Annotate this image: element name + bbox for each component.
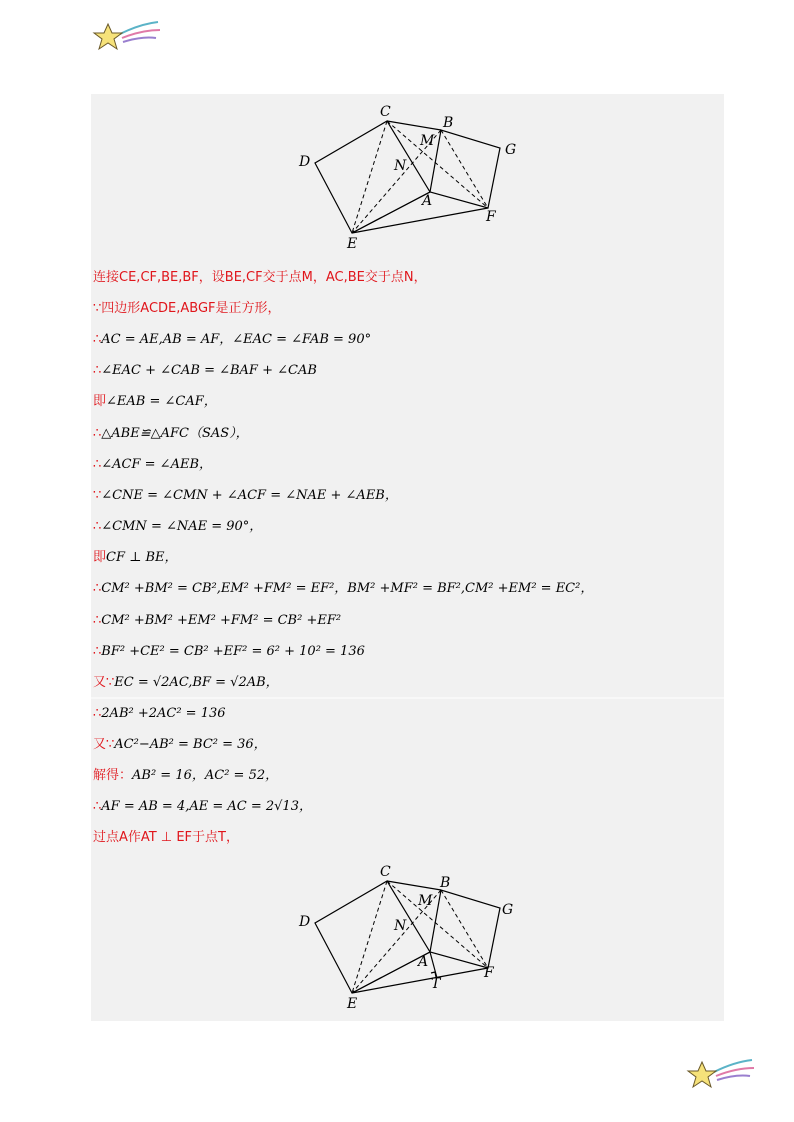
line-prefix: ∴ — [93, 581, 102, 596]
line-prefix: ∴ — [93, 332, 102, 347]
line-prefix: 又∵ — [93, 675, 115, 690]
line-prefix: ∴ — [93, 426, 102, 441]
solution-line — [93, 550, 178, 566]
line-math: EC = √2AC,BF = √2AB， — [114, 675, 279, 690]
shooting-star-icon — [92, 18, 162, 58]
line-math: AF = AB = 4,AE = AC = 2√13， — [101, 799, 312, 814]
line-prefix: 连接 — [93, 270, 120, 285]
line-prefix: ∴ — [93, 799, 102, 814]
line-math: BF² +CE² = CB² +EF² = 6² + 10² = 136 — [101, 644, 365, 659]
solution-line — [93, 675, 279, 691]
line-math: ∠EAC + ∠CAB = ∠BAF + ∠CAB — [101, 363, 317, 378]
line-prefix: ∴ — [93, 613, 102, 628]
line-prefix: 过点 — [93, 830, 120, 845]
solution-line — [93, 581, 593, 597]
line-suffix: ，设BE,CF交于点M，AC,BE交于点N， — [198, 270, 427, 285]
line-math: AB² = 16，AC² = 52， — [132, 768, 279, 783]
line-math: CE,CF,BE,BF — [119, 270, 199, 285]
label-D: D — [299, 914, 311, 930]
label-M: M — [420, 133, 435, 149]
label-C: C — [380, 864, 391, 880]
solution-line — [93, 706, 226, 722]
label-F: F — [484, 965, 494, 981]
label-F: F — [486, 209, 496, 225]
line-math: AC = AE,AB = AF，∠EAC = ∠FAB = 90° — [101, 332, 372, 347]
line-math: ∠CNE = ∠CMN + ∠ACF = ∠NAE + ∠AEB， — [101, 488, 398, 503]
line-math: AC²−AB² = BC² = 36， — [114, 737, 267, 752]
solution-line — [93, 644, 365, 660]
line-prefix: ∴ — [93, 644, 102, 659]
line-math: ∠ACF = ∠AEB， — [101, 457, 213, 472]
line-math: 四边形ACDE,ABGF是正方形， — [101, 301, 281, 316]
line-prefix: ∴ — [93, 706, 102, 721]
line-prefix: ∴ — [93, 363, 102, 378]
solution-line — [93, 830, 239, 846]
line-math: CF ⊥ BE， — [106, 550, 178, 565]
label-B: B — [443, 115, 454, 131]
solution-line — [93, 457, 212, 473]
solution-line — [93, 301, 281, 317]
label-T: T — [431, 976, 441, 992]
label-E: E — [347, 236, 358, 252]
line-math: CM² +BM² +EM² +FM² = CB² +EF² — [101, 613, 342, 628]
label-M: M — [418, 893, 433, 909]
line-prefix: ∴ — [93, 519, 102, 534]
label-C: C — [380, 104, 391, 120]
line-prefix: ∴ — [93, 457, 102, 472]
line-prefix: ∵ — [93, 301, 102, 316]
line-math: CM² +BM² = CB²,EM² +FM² = EF²，BM² +MF² = BF²,CM² +EM² = EC²， — [101, 581, 594, 596]
label-N: N — [394, 158, 407, 174]
solution-line — [93, 519, 262, 535]
panel-divider — [91, 697, 724, 699]
label-B: B — [440, 875, 451, 891]
line-prefix: ∵ — [93, 488, 102, 503]
line-math: △ABE≌△AFC（SAS）， — [101, 426, 249, 441]
label-A: A — [422, 193, 433, 209]
label-G: G — [505, 142, 517, 158]
label-E: E — [347, 996, 358, 1012]
line-math: ∠CMN = ∠NAE = 90°， — [101, 519, 263, 534]
line-prefix: 即 — [93, 394, 107, 409]
line-math: 2AB² +2AC² = 136 — [101, 706, 226, 721]
solution-line — [93, 332, 371, 348]
solution-line — [93, 426, 249, 442]
line-prefix: 解得： — [93, 768, 133, 783]
solution-line — [93, 613, 341, 629]
solution-line — [93, 394, 217, 410]
label-G: G — [502, 902, 514, 918]
label-A: A — [418, 954, 429, 970]
solution-line — [93, 768, 278, 784]
geometry-figure-1 — [290, 100, 530, 260]
shooting-star-icon — [686, 1056, 756, 1096]
label-D: D — [299, 154, 311, 170]
solution-line — [93, 488, 398, 504]
line-math: A作AT ⊥ EF于点T， — [119, 830, 239, 845]
solution-line — [93, 363, 317, 379]
line-prefix: 又∵ — [93, 737, 115, 752]
solution-line — [93, 799, 312, 815]
line-math: ∠EAB = ∠CAF， — [106, 394, 217, 409]
solution-line — [93, 270, 427, 286]
solution-line — [93, 737, 267, 753]
geometry-figure-2 — [290, 860, 530, 1020]
label-N: N — [394, 918, 407, 934]
line-prefix: 即 — [93, 550, 107, 565]
